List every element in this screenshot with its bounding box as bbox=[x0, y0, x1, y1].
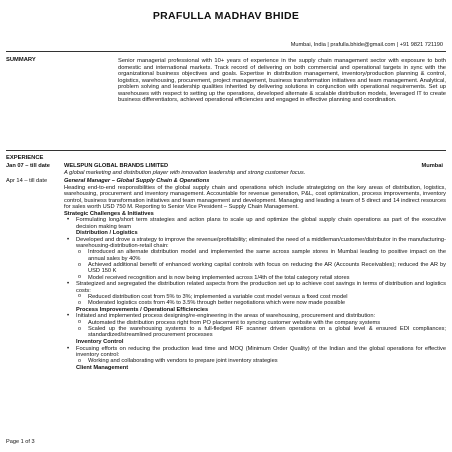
sub-bullet-item: o Introduced an alternate distribution model and implemented the same across sample stores in Mumbai leading to positive impact on the annual sales by 40% bbox=[64, 249, 446, 262]
bullet-item: • Focusing efforts on reducing the production lead time and MOQ (Minimum Order Quality) of the Indian and the global operations for effective inventory control: bbox=[64, 346, 446, 359]
process-heading: Process Improvements / Operational Efficiencies bbox=[76, 307, 209, 314]
bullet-item: • Formulating long/short term strategies and action plans to scale up and optimize the global supply chain operations as part of the executive decision making team bbox=[64, 217, 446, 230]
experience-heading: EXPERIENCE bbox=[6, 155, 44, 161]
bullet-item: • Initiated and implemented process designing/re-engineering in the areas of warehousing, procurement and distribution: bbox=[64, 313, 446, 319]
sub-bullet-item: o Reduced distribution cost from 5% to 3%; implemented a variable cost model versus a fixed cost model bbox=[64, 294, 446, 300]
job-dates: Jan 07 – till date bbox=[6, 163, 50, 169]
sub-bullet-item: o Automated the distribution process right from PO placement to syncing customer website with the company systems bbox=[64, 320, 446, 326]
job-location: Mumbai bbox=[421, 163, 443, 169]
company-tagline: A global marketing and distribution player with innovation leadership and strong customer focus. bbox=[64, 170, 306, 176]
sub-bullet-item: o Working and collaborating with vendors to prepare joint inventory strategies bbox=[64, 358, 446, 364]
divider bbox=[6, 150, 446, 151]
company-name: WELSPUN GLOBAL BRANDS LIMITED bbox=[64, 163, 169, 169]
sub-bullet-item: o Achieved additional benefit of enhanced working capital controls with focus on reducing the AR (Accounts Receivables); reduced the AR by USD 150 K bbox=[64, 262, 446, 275]
candidate-name: PRAFULLA MADHAV BHIDE bbox=[152, 10, 300, 22]
sub-bullet-item: o Moderated logistics costs from 4% to 3.5% through better negotiations which were now made possible bbox=[64, 300, 446, 306]
bullet-item: • Strategized and segregated the distribution related aspects from the production set up to achieve cost savings in terms of distribution and logistics costs: bbox=[64, 281, 446, 294]
page-number: Page 1 of 3 bbox=[6, 439, 35, 445]
role-intro: Heading end-to-end responsibilities of the global supply chain and operations which include strategizing on the key areas of distribution, logistics, warehousing, procurement and inventory management. Accountable for revenue generation, P&L, cost optimization, process improvements, inventory control, business transformation initiatives and team management and development. Managing and leading a team of 5 direct and 14 indirect resources for sales worth USD 750 M. Reporting to Senior Vice President – Supply Chain Management. bbox=[64, 185, 446, 211]
divider bbox=[6, 51, 446, 52]
contact-line: Mumbai, India | prafulla.bhide@gmail.com | +91 9821 721190 bbox=[290, 42, 443, 48]
distribution-heading: Distribution / Logistics bbox=[76, 230, 138, 237]
role-title: General Manager – Global Supply Chain & Operations bbox=[64, 178, 210, 184]
role-details bbox=[64, 185, 446, 371]
role-dates: Apr 14 – till date bbox=[6, 178, 48, 184]
summary-text: Senior managerial professional with 10+ years of experience in the supply chain management sector with exposure to both domestic and international markets. Track record of delivering on both commercial and operational targets in sync with the organizational business objectives and goals. Expertise in distribution management, inventory/production planning & control, logistics, warehousing, procurement, project management, business transformation initiatives and team management. Analytical, problem solving and leadership qualities inherited by delivering solutions in conjunction with operational requirements. Set up warehouses with respect to setting up the operations, developed alternate & scalable distribution models, leveraged IT to create business differentiators, achieved operational efficiencies and engaged in effective planning and coordination. bbox=[118, 58, 446, 104]
inventory-heading: Inventory Control bbox=[76, 339, 124, 346]
summary-heading: SUMMARY bbox=[6, 57, 36, 63]
challenges-heading: Strategic Challenges & Initiatives bbox=[64, 210, 154, 217]
bullet-item: • Developed and drove a strategy to improve the revenue/profitability; eliminated the need of a middleman/customer/distributor in the manufacturing-warehousing-distribution-retail chain: bbox=[64, 237, 446, 250]
sub-bullet-item: o Scaled up the warehousing systems to a full-fledged RF scanner driven operations on a global level & ensured EDI compliances; standardized/streamlined procurement processes bbox=[64, 326, 446, 339]
client-heading: Client Management bbox=[76, 365, 129, 372]
sub-bullet-item: o Model received recognition and is now being implemented across 1/4th of the total category retail stores bbox=[64, 275, 446, 281]
